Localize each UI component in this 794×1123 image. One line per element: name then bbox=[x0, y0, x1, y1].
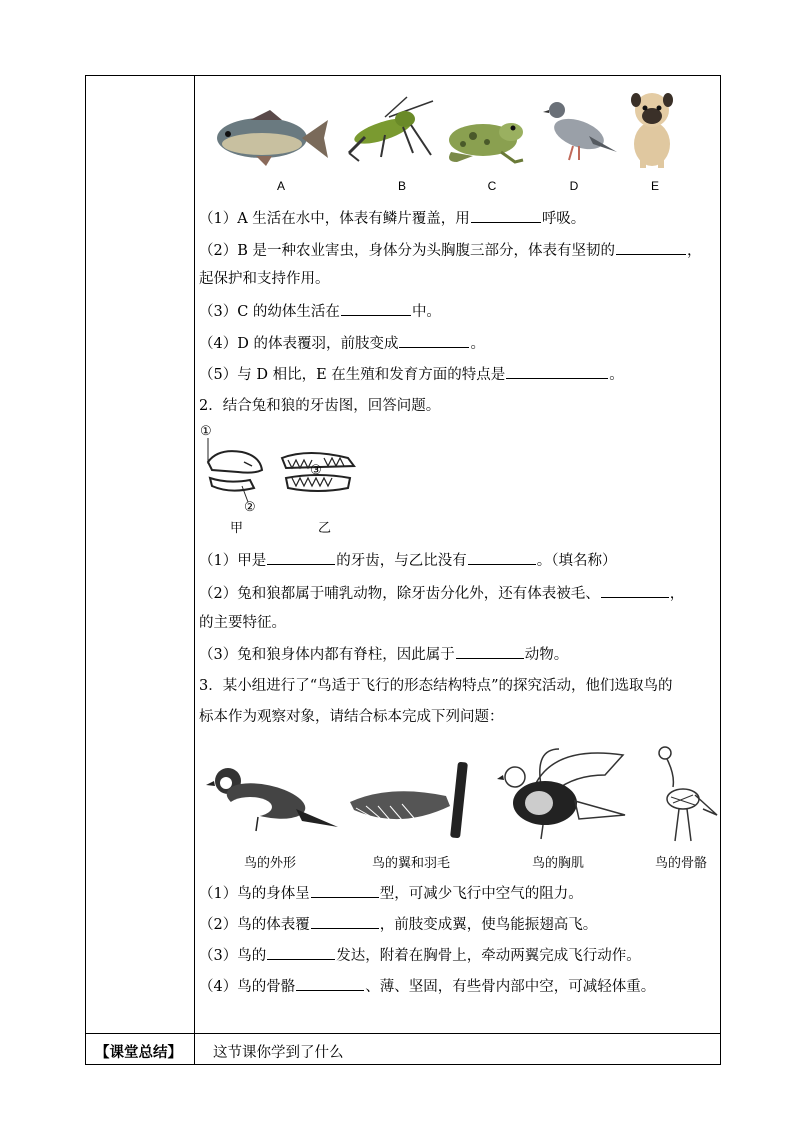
caption-bird-skeleton: 鸟的骨骼 bbox=[655, 856, 708, 871]
pigeon-image bbox=[543, 98, 619, 162]
answer-blank[interactable] bbox=[311, 883, 379, 898]
answer-blank[interactable] bbox=[399, 333, 469, 348]
q1-item-3: （3）C 的幼体生活在 中。 bbox=[199, 301, 441, 322]
dog-image bbox=[628, 88, 676, 170]
answer-blank[interactable] bbox=[267, 550, 335, 565]
bird-breast-muscle-image bbox=[495, 745, 627, 845]
marker-2: ② bbox=[244, 500, 256, 515]
answer-blank[interactable] bbox=[616, 240, 686, 255]
bird-wing-image bbox=[350, 760, 476, 840]
grasshopper-image bbox=[345, 95, 437, 170]
answer-blank[interactable] bbox=[311, 914, 379, 929]
q1-item-1: （1）A 生活在水中，体表有鳞片覆盖，用 呼吸。 bbox=[199, 208, 585, 229]
q3-item-2: （2）鸟的体表覆 ，前肢变成翼，使鸟能振翅高飞。 bbox=[199, 914, 597, 935]
q3-title-line-1: 3．某小组进行了“鸟适于飞行的形态结构特点”的探究活动，他们选取鸟的 bbox=[199, 678, 673, 694]
answer-blank[interactable] bbox=[267, 945, 335, 960]
animal-label-d: D bbox=[569, 179, 579, 193]
q1-item-5: （5）与 D 相比，E 在生殖和发育方面的特点是 。 bbox=[199, 364, 624, 385]
q2-item-1: （1）甲是 的牙齿，与乙比没有 。（填名称） bbox=[199, 550, 616, 571]
q3-item-4: （4）鸟的骨骼 、薄、坚固，有些骨内部中空，可减轻体重。 bbox=[199, 976, 655, 997]
caption-bird-wing: 鸟的翼和羽毛 bbox=[372, 856, 451, 871]
bird-outline-image bbox=[206, 765, 340, 837]
q2-title: 2．结合兔和狼的牙齿图，回答问题。 bbox=[199, 398, 441, 414]
q1-item-2: （2）B 是一种农业害虫，身体分为头胸腹三部分，体表有坚韧的 ， bbox=[199, 240, 702, 261]
q1-item-4: （4）D 的体表覆羽，前肢变成 。 bbox=[199, 333, 485, 354]
q3-item-1: （1）鸟的身体呈 型，可减少飞行中空气的阻力。 bbox=[199, 883, 583, 904]
animal-label-e: E bbox=[650, 179, 659, 193]
answer-blank[interactable] bbox=[471, 208, 541, 223]
answer-blank[interactable] bbox=[468, 550, 536, 565]
caption-bird-muscle: 鸟的胸肌 bbox=[532, 856, 585, 871]
marker-1: ① bbox=[200, 424, 212, 439]
q1-item-2-cont: 起保护和支持作用。 bbox=[199, 271, 330, 287]
q3-title-line-2: 标本作为观察对象，请结合标本完成下列问题： bbox=[199, 709, 504, 725]
q3-item-3: （3）鸟的 发达，附着在胸骨上，牵动两翼完成飞行动作。 bbox=[199, 945, 641, 966]
animal-label-b: B bbox=[397, 179, 406, 193]
fig-label-jia: 甲 bbox=[230, 521, 244, 536]
answer-blank[interactable] bbox=[456, 644, 524, 659]
summary-text: 这节课你学到了什么 bbox=[213, 1045, 344, 1061]
fish-image bbox=[210, 108, 330, 168]
bird-skeleton-image bbox=[655, 745, 721, 845]
answer-blank[interactable] bbox=[601, 583, 669, 598]
row-divider bbox=[86, 1033, 720, 1034]
answer-blank[interactable] bbox=[296, 976, 364, 991]
frog-image bbox=[443, 112, 527, 166]
animal-label-c: C bbox=[487, 179, 497, 193]
answer-blank[interactable] bbox=[341, 301, 411, 316]
q2-item-3: （3）兔和狼身体内都有脊柱，因此属于 动物。 bbox=[199, 644, 568, 665]
marker-3: ③ bbox=[310, 463, 322, 478]
fig-label-yi: 乙 bbox=[318, 521, 332, 536]
q2-item-2-cont: 的主要特征。 bbox=[199, 615, 286, 631]
caption-bird-outline: 鸟的外形 bbox=[244, 856, 297, 871]
answer-blank[interactable] bbox=[506, 364, 608, 379]
animal-label-a: A bbox=[276, 179, 285, 193]
q2-item-2: （2）兔和狼都属于哺乳动物，除牙齿分化外，还有体表被毛、 ， bbox=[199, 583, 684, 604]
column-divider bbox=[194, 76, 195, 1064]
summary-label: 【课堂总结】 bbox=[95, 1044, 182, 1061]
